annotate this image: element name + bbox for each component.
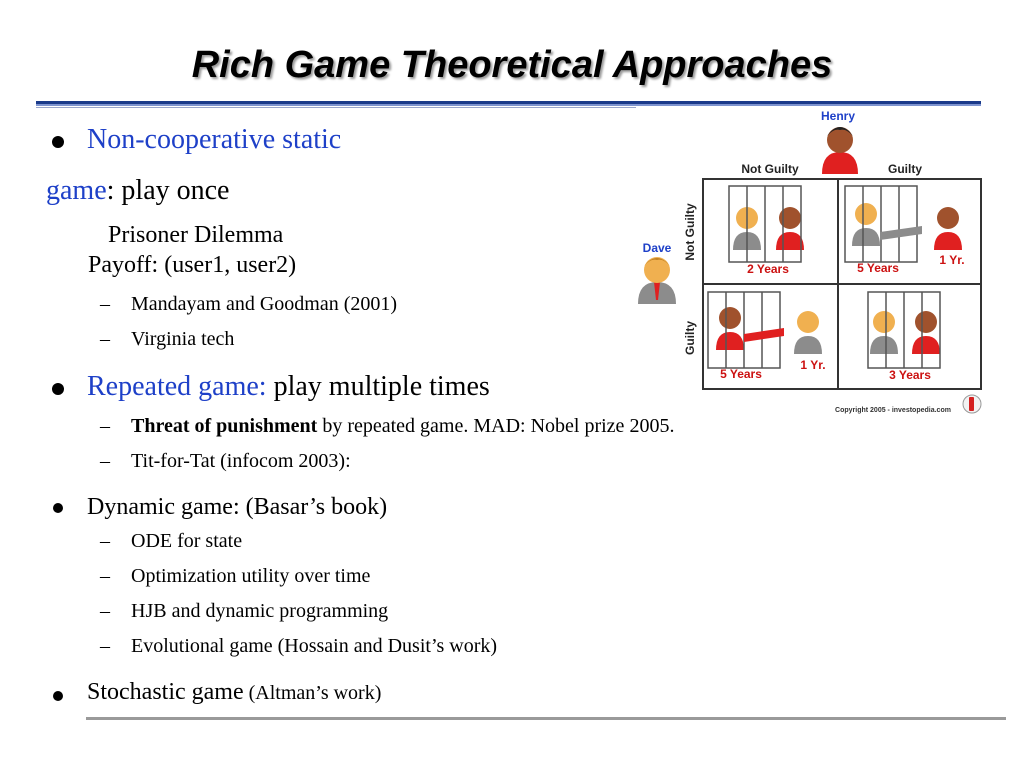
bullet-text: Non-cooperative static: [87, 124, 342, 155]
cell-label: 2 Years: [747, 262, 789, 276]
bullet-main: Stochastic game: [87, 679, 244, 705]
title-rule-thin: [36, 107, 636, 108]
dash-marker: –: [100, 635, 110, 657]
bullet-continuation-highlight: game: [46, 175, 107, 206]
indented-line: Payoff: (user1, user2): [88, 252, 297, 278]
sub-item: HJB and dynamic programming: [131, 600, 389, 622]
indented-line: Prisoner Dilemma: [108, 222, 284, 248]
sub-item: Tit-for-Tat (infocom 2003):: [131, 450, 351, 472]
dash-marker: –: [100, 450, 110, 472]
copyright-text: Copyright 2005 - investopedia.com: [835, 407, 951, 414]
bullet-text: [87, 679, 381, 706]
cell-label: 3 Years: [889, 368, 931, 382]
dash-marker: –: [100, 600, 110, 622]
bullet-continuation: [46, 175, 229, 207]
col-label: Not Guilty: [741, 162, 799, 176]
dave-avatar: [638, 257, 676, 304]
bullet-dot: [52, 383, 64, 395]
cell-label: 5 Years: [857, 261, 899, 275]
bullet-highlight: Repeated game:: [87, 371, 267, 402]
sub-item: Evolutional game (Hossain and Dusit’s work): [131, 635, 498, 657]
dash-marker: –: [100, 565, 110, 587]
bullet-text: [87, 371, 490, 403]
bullet-text: Dynamic game: (Basar’s book): [87, 494, 388, 520]
cell-label: 1 Yr.: [939, 253, 965, 267]
row-label: Guilty: [683, 320, 697, 356]
slide-title: Rich Game Theoretical Approaches: [191, 44, 833, 86]
dave-label: Dave: [642, 241, 672, 255]
sub-item: [131, 415, 674, 438]
bullet-dot: [52, 136, 64, 148]
bullet-continuation-rest: : play once: [106, 175, 230, 206]
sub-item: ODE for state: [131, 530, 243, 552]
dash-marker: –: [100, 328, 110, 350]
cell-label: 5 Years: [720, 367, 762, 381]
dash-marker: –: [100, 415, 110, 437]
bullet-rest: play multiple times: [266, 371, 490, 402]
henry-label: Henry: [820, 109, 856, 123]
bullet-dot: [53, 503, 63, 513]
henry-avatar: [822, 127, 858, 174]
sub-item: Optimization utility over time: [131, 565, 371, 587]
investopedia-logo-icon: [963, 395, 981, 413]
prisoner-dilemma-figure: [630, 105, 994, 420]
sub-item: Mandayam and Goodman (2001): [131, 293, 398, 315]
dash-marker: –: [100, 293, 110, 315]
sub-item-bold: Threat of punishment: [131, 415, 318, 437]
sub-item: Virginia tech: [131, 328, 235, 350]
row-label: Not Guilty: [683, 203, 697, 261]
bullet-small: (Altman’s work): [243, 682, 382, 704]
footer-rule: [86, 717, 1006, 720]
dash-marker: –: [100, 530, 110, 552]
bullet-dot: [53, 691, 63, 701]
cell-label: 1 Yr.: [800, 358, 826, 372]
col-label: Guilty: [887, 162, 923, 176]
sub-item-rest: by repeated game. MAD: Nobel prize 2005.: [317, 415, 675, 437]
